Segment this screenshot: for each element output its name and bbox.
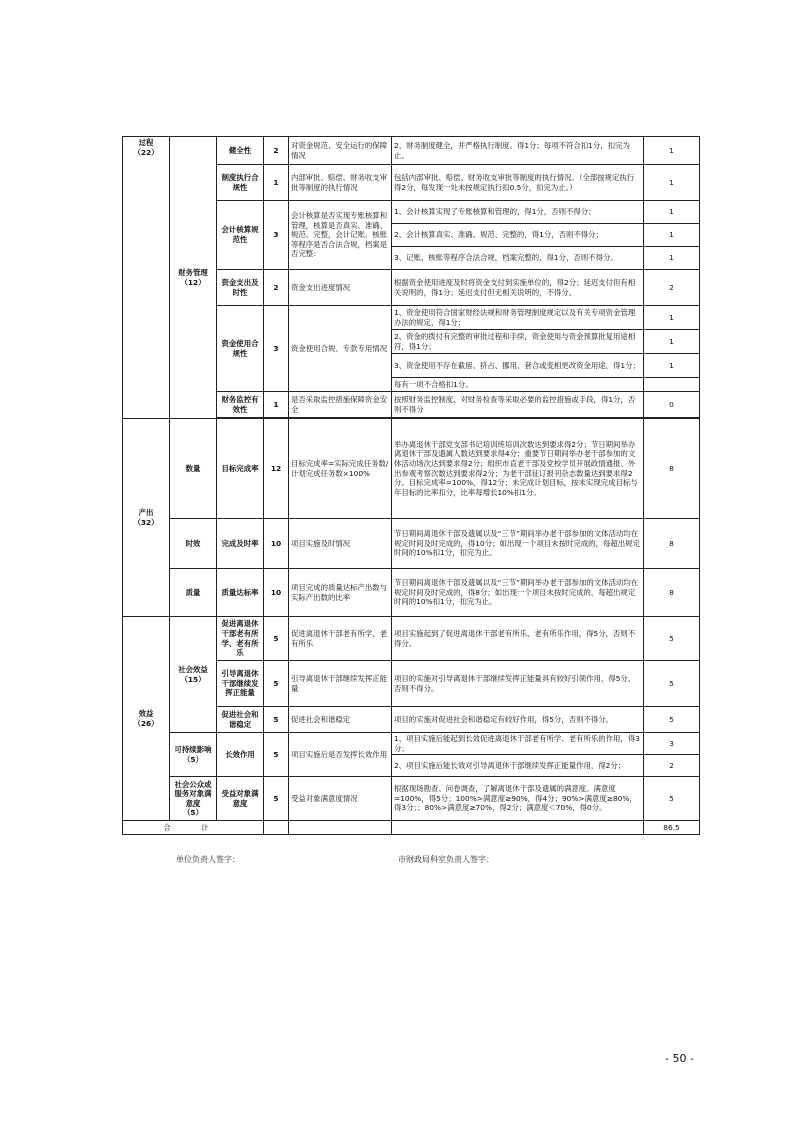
weight-cell: 1: [264, 165, 289, 201]
performance-evaluation-table: [122, 136, 700, 835]
bureau-signature-label: 市财政局科室负责人签字：: [398, 855, 494, 864]
score-cell: 8: [644, 519, 700, 569]
criteria-cell: 每有一项不合格扣1分。: [392, 378, 644, 392]
page-number: - 50 -: [665, 1052, 694, 1065]
weight-cell: 10: [264, 519, 289, 569]
unit-signature-label: 单位负责人签字：: [176, 855, 240, 864]
table-row: [123, 777, 700, 821]
total-score: 86.5: [644, 821, 700, 835]
level2-timeliness: 时效: [170, 519, 217, 569]
indicator-cell: 项目完成的质量达标产出数与实际产出数的比率: [289, 569, 392, 617]
level3-cell: 制度执行合规性: [217, 165, 264, 201]
weight-cell: 3: [264, 306, 289, 392]
criteria-cell: 按照财务监控制度，对财务检查等采取必要的监控措施或手段，得1分，否则不得分: [392, 392, 644, 418]
criteria-cell: 1、会计核算实现了专账核算和管理的，得1分，否则不得分；: [392, 201, 644, 224]
criteria-cell: 根据资金使用进度及时将资金支付到实施单位的，得2分；延迟支付但有相关说明的，得1分；延迟支付但无相关说明的，不得分。: [392, 270, 644, 306]
score-cell: 1: [644, 247, 700, 270]
level3-cell: 目标完成率: [217, 419, 264, 519]
criteria-cell: 2、资金的拨付有完整的审批过程和手续，资金使用与资金预算批复用途相符，得1分；: [392, 330, 644, 354]
level2-finance: 财务管理 （12）: [170, 137, 217, 419]
score-cell: 1: [644, 165, 700, 201]
score-cell: 5: [644, 777, 700, 821]
level3-cell: 会计核算规范性: [217, 201, 264, 270]
weight-cell: 1: [264, 392, 289, 418]
score-cell: 2: [644, 755, 700, 777]
level2-quality: 质量: [170, 569, 217, 617]
criteria-cell: 举办离退休干部党支部书记培训班培训次数达到要求得2分；节日期间举办离退休干部及遗属人数达到要求得4分；重要节日期间举办老干部参加的文体活动场次达到要求得2分；组织市直老干部及党校学员开展政情通报、外出参观考察次数达到要求得2分；为老干部征订报刊杂志数量达到要求得2分。目标完成率=100%，得12分；未完成计划目标，按未实现完成目标与年目标的比率扣分，比率每增长10%扣1分。: [392, 419, 644, 519]
criteria-cell: 1、项目实施后能起到长效促进离退休干部老有所学、老有所乐的作用，得3分；: [392, 733, 644, 755]
level3-cell: 财务监控有效性: [217, 392, 264, 418]
table-row: [123, 733, 700, 755]
weight-cell: 5: [264, 617, 289, 661]
level3-cell: 质量达标率: [217, 569, 264, 617]
weight-cell: 5: [264, 661, 289, 707]
total-label: 合 计: [123, 821, 264, 835]
score-cell: 5: [644, 707, 700, 733]
indicator-cell: 对资金规范、安全运行的保障情况: [289, 137, 392, 165]
level1-output: 产出 （32）: [123, 419, 170, 617]
weight-cell: 5: [264, 777, 289, 821]
level3-cell: 长效作用: [217, 733, 264, 777]
score-cell: 5: [644, 617, 700, 661]
score-cell: 1: [644, 306, 700, 330]
criteria-cell: 项目的实施对促进社会和谐稳定有较好作用，得5分，否则不得分。: [392, 707, 644, 733]
criteria-cell: 3、资金使用不存在截留、挤占、挪用、套合或变相更改资金用途，得1分；: [392, 354, 644, 378]
table-row: [123, 569, 700, 617]
indicator-cell: 受益对象满意度情况: [289, 777, 392, 821]
level3-cell: 资金使用合规性: [217, 306, 264, 392]
level3-cell: 促进社会和谐稳定: [217, 707, 264, 733]
table-row: [123, 617, 700, 661]
weight-cell: 12: [264, 419, 289, 519]
indicator-cell: 资金支出进度情况: [289, 270, 392, 306]
indicator-cell: 引导离退休干部继续发挥正能量: [289, 661, 392, 707]
total-row: [123, 821, 700, 835]
table-row: [123, 419, 700, 519]
indicator-cell: 促进离退休干部老有所学、老有所乐: [289, 617, 392, 661]
table-row: [123, 137, 700, 165]
criteria-cell: 3、记账、核账等程序合法合规，档案完整的，得1分，否则不得分。: [392, 247, 644, 270]
indicator-cell: 内部审批、赔偿、财务收支审批等制度的执行情况: [289, 165, 392, 201]
criteria-cell: 项目实施起到了促进离退休干部老有所乐、老有所乐作用，得5分，否则不得分。: [392, 617, 644, 661]
indicator-cell: 目标完成率=实际完成任务数/计划完成任务数×100%: [289, 419, 392, 519]
score-cell: 1: [644, 201, 700, 224]
score-cell: 1: [644, 330, 700, 354]
level2-quantity: 数量: [170, 419, 217, 519]
score-cell: 3: [644, 733, 700, 755]
criteria-cell: 节日期间离退休干部及遗属以及“三节”期间举办老干部参加的文体活动均在规定时间及时完成的，得8分；如出现一个项目未按时完成的，每超出规定时间的10%扣1分，扣完为止。: [392, 569, 644, 617]
weight-cell: 10: [264, 569, 289, 617]
weight-cell: 2: [264, 270, 289, 306]
level1-effect: 效益 （26）: [123, 617, 170, 821]
level3-cell: 受益对象满意度: [217, 777, 264, 821]
score-cell: 8: [644, 419, 700, 519]
criteria-cell: 包括内部审批、赔偿、财务收支审批等制度的执行情况。（全部按规定执行得2分，每发现一处未按规定执行扣0.5分，扣完为止。）: [392, 165, 644, 201]
score-cell: 8: [644, 569, 700, 617]
criteria-cell: 2、项目实施后能长效对引导离退休干部继续发挥正能量作用，得2分；: [392, 755, 644, 777]
level2-social: 社会效益 （15）: [170, 617, 217, 733]
level3-cell: 完成及时率: [217, 519, 264, 569]
criteria-cell: 项目的实施对引导离退休干部继续发挥正能量具有较好引领作用，得5分，否则不得分。: [392, 661, 644, 707]
criteria-cell: 节日期间离退休干部及遗属以及“三节”期间举办老干部参加的文体活动均在规定时间及时完成的，得10分；如出现一个项目未按时完成的，每超出规定时间的10%扣1分，扣完为止。: [392, 519, 644, 569]
weight-cell: 3: [264, 201, 289, 270]
score-cell: 1: [644, 224, 700, 247]
score-cell: 0: [644, 392, 700, 418]
criteria-cell: 2、会计核算真实、准确、规范、完整的，得1分，否则不得分；: [392, 224, 644, 247]
level3-cell: 健全性: [217, 137, 264, 165]
weight-cell: 5: [264, 707, 289, 733]
indicator-cell: 会计核算是否实现专账核算和管理，核算是否真实、准确、规范、完整，会计记账、核账等程序是否合法合规，档案是否完整：: [289, 201, 392, 270]
criteria-cell: 根据现场勘查、问卷调查，了解离退休干部及遗属的满意度。满意度=100%，得5分；100%>满意度≥90%，得4分；90%>满意度≥80%，得3分；；80%>满意度≥70%，得2分；满意度＜70%，得0分。: [392, 777, 644, 821]
weight-cell: 5: [264, 733, 289, 777]
indicator-cell: 项目实施后是否发挥长效作用: [289, 733, 392, 777]
level3-cell: 资金支出及时性: [217, 270, 264, 306]
level2-satisfaction: 社会公众或服务对象满意度 （5）: [170, 777, 217, 821]
criteria-cell: 1、资金使用符合国家财经法规和财务管理制度规定以及有关专项资金管理办法的规定，得1分；: [392, 306, 644, 330]
indicator-cell: 项目实施及时情况: [289, 519, 392, 569]
score-cell: 5: [644, 661, 700, 707]
weight-cell: 2: [264, 137, 289, 165]
indicator-cell: 是否采取监控措施保障资金安全: [289, 392, 392, 418]
level3-cell: 促进离退休干部老有所学、老有所乐: [217, 617, 264, 661]
table-row: [123, 519, 700, 569]
score-cell: [644, 378, 700, 392]
indicator-cell: 资金使用合规、专款专用情况: [289, 306, 392, 392]
level2-sustain: 可持续影响 （5）: [170, 733, 217, 777]
score-cell: 2: [644, 270, 700, 306]
score-cell: 1: [644, 354, 700, 378]
level1-process: 过程 （22）: [123, 137, 170, 419]
indicator-cell: 促进社会和谐稳定: [289, 707, 392, 733]
level3-cell: 引导离退休干部继续发挥正能量: [217, 661, 264, 707]
criteria-cell: 2、财务制度健全，并严格执行制度。得1分；每项不符合扣1分，扣完为止。: [392, 137, 644, 165]
score-cell: 1: [644, 137, 700, 165]
